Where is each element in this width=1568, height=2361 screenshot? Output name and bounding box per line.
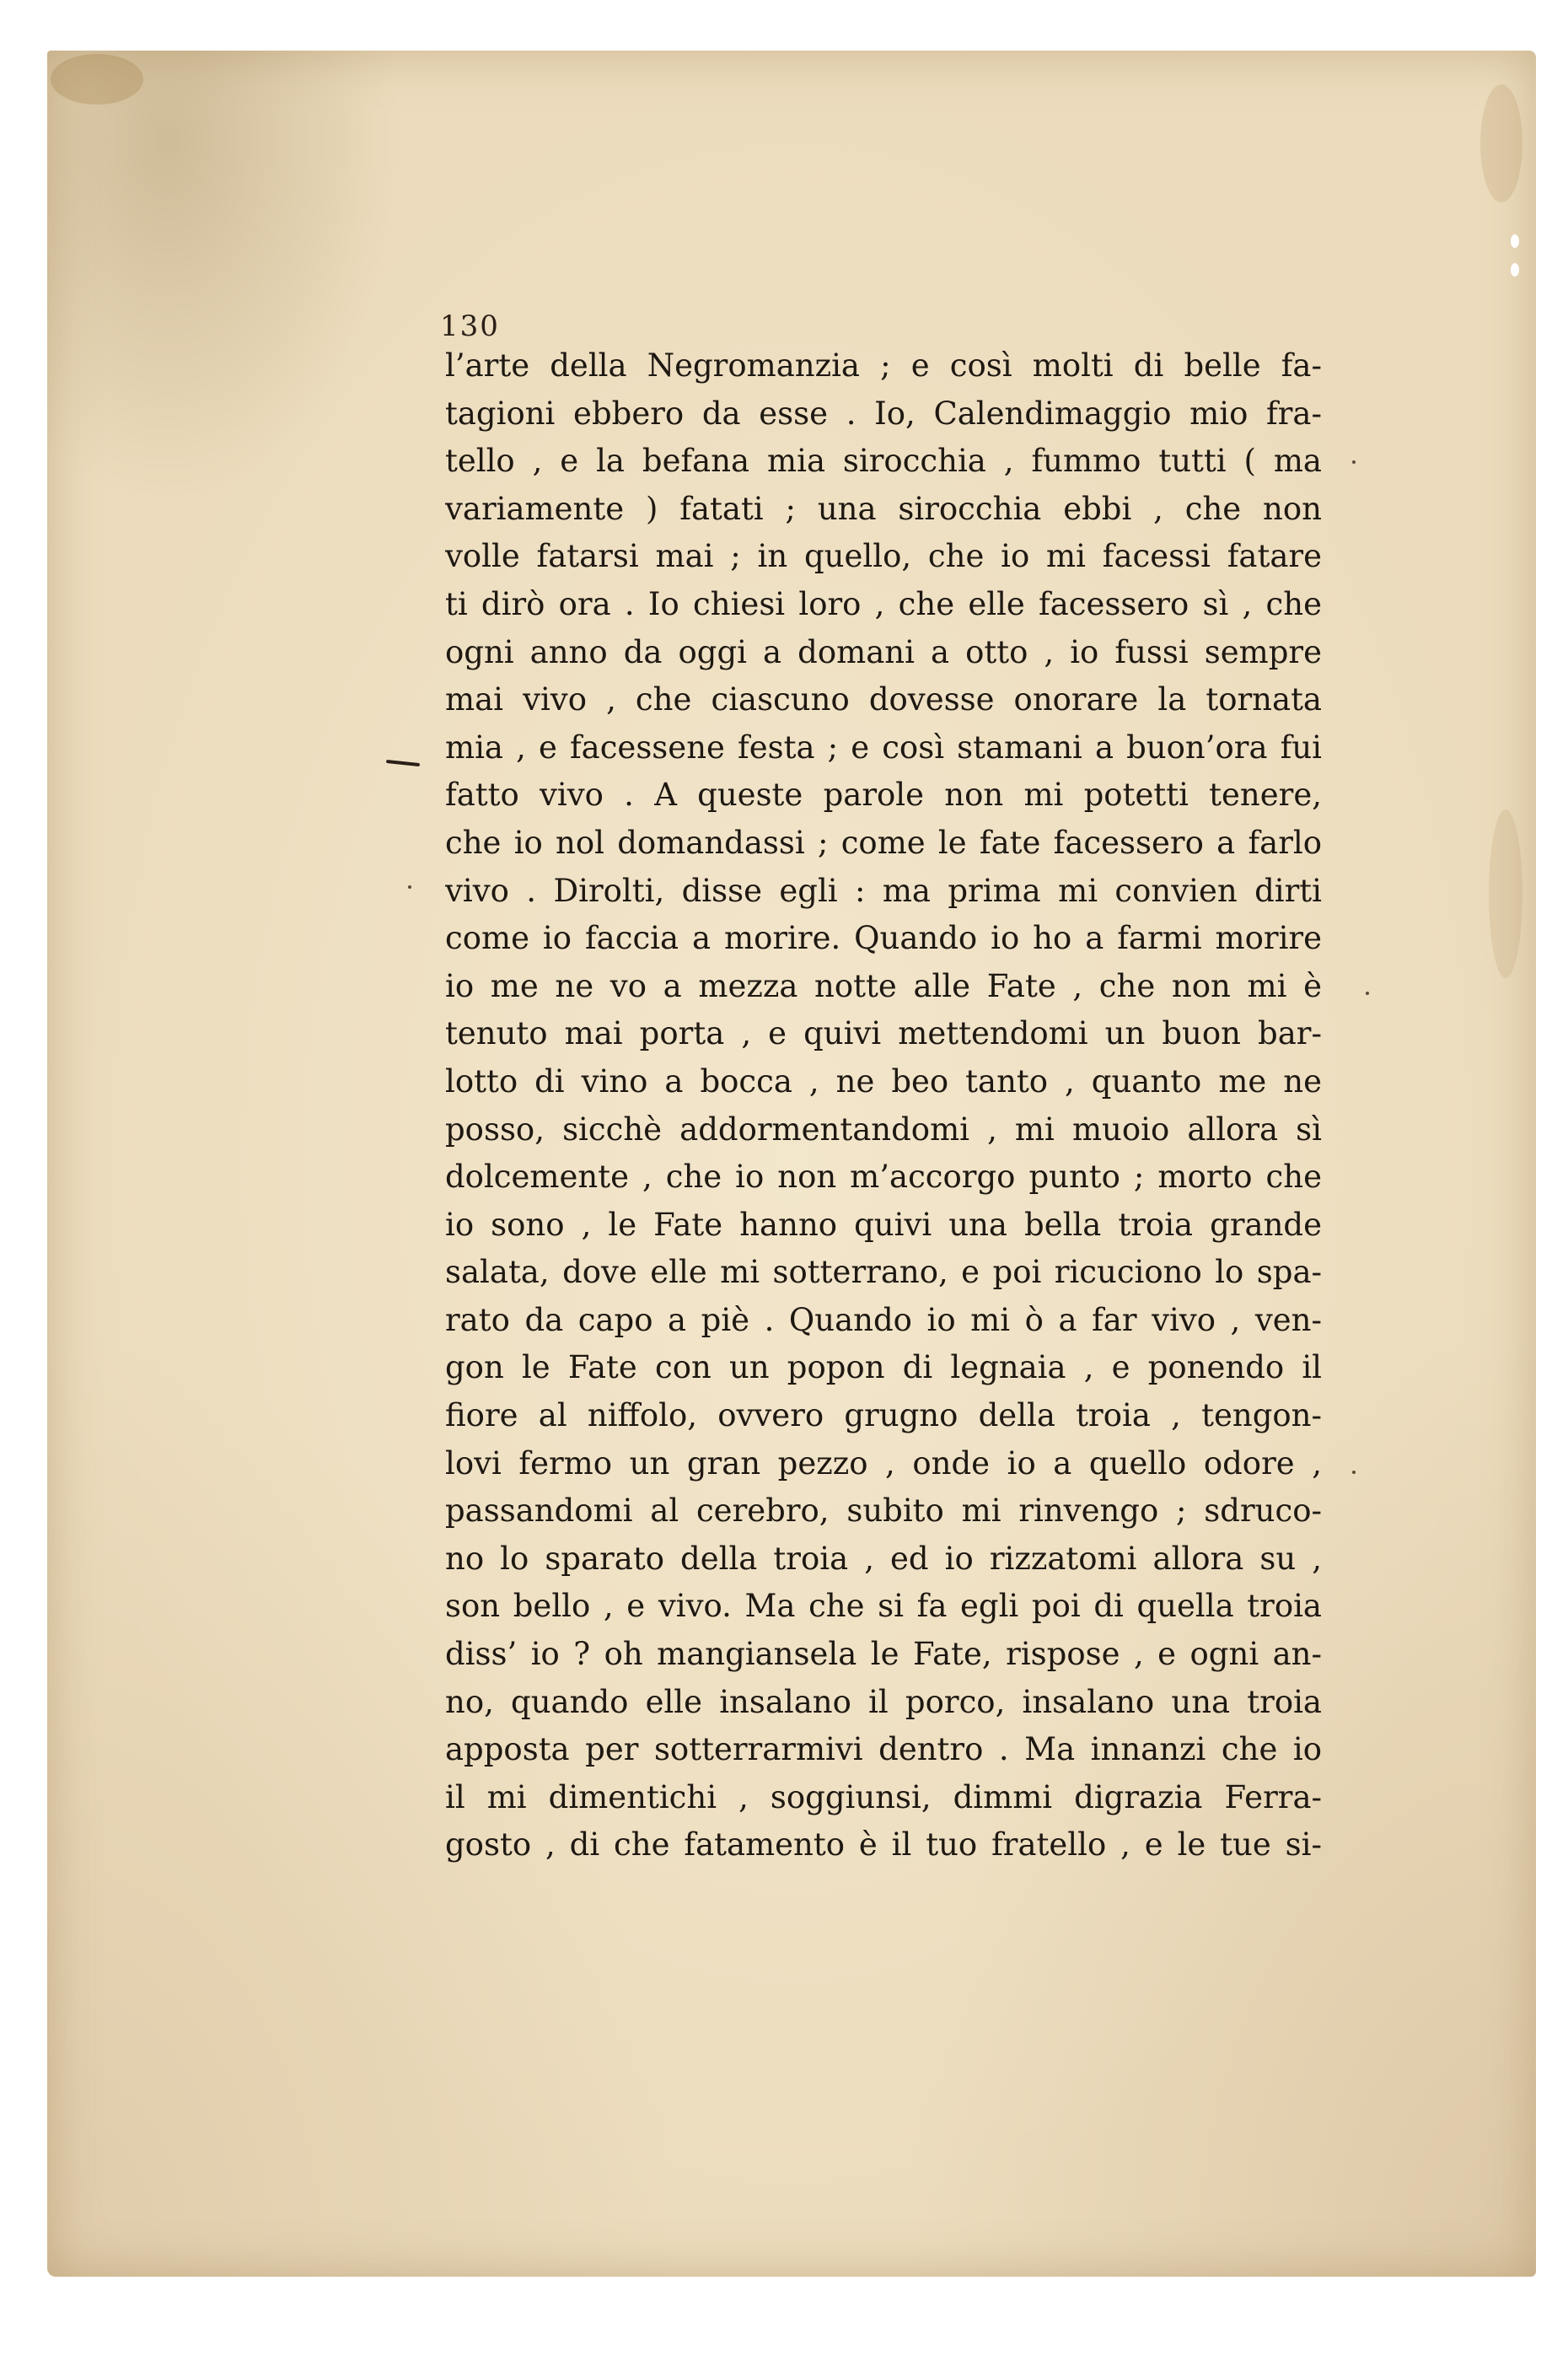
- text-line: l’arte della Negromanzia ; e così molti di belle fa-: [445, 347, 1322, 384]
- text-line: volle fatarsi mai ; in quello, che io mi facessi fatare: [445, 538, 1322, 575]
- text-line: passandomi al cerebro, subito mi rinvengo ; sdruco-: [445, 1492, 1322, 1530]
- text-line: apposta per sotterrarmivi dentro . Ma innanzi che io: [445, 1731, 1322, 1768]
- text-line: posso, sicchè addormentandomi , mi muoio allora sì: [445, 1111, 1322, 1148]
- text-line: mai vivo , che ciascuno dovesse onorare la tornata: [445, 681, 1322, 718]
- text-line: che io nol domandassi ; come le fate facessero a farlo: [445, 824, 1322, 861]
- text-line: salata, dove elle mi sotterrano, e poi ricuciono lo spa-: [445, 1254, 1322, 1291]
- page-number: 130: [440, 309, 500, 343]
- text-line: ogni anno da oggi a domani a otto , io fussi sempre: [445, 633, 1322, 670]
- stain-right-middle: [1489, 809, 1522, 978]
- text-line: diss’ io ? oh mangiansela le Fate, rispose , e ogni an-: [445, 1636, 1322, 1673]
- text-line: il mi dimentichi , soggiunsi, dimmi digrazia Ferra-: [445, 1778, 1322, 1815]
- text-line: tello , e la befana mia sirocchia , fummo tutti ( ma: [445, 443, 1322, 480]
- binding-hole: [1511, 234, 1519, 248]
- text-line: tagioni ebbero da esse . Io, Calendimaggio mio fra-: [445, 395, 1322, 432]
- text-line: gosto , di che fatamento è il tuo fratello , e le tue si-: [445, 1826, 1322, 1864]
- ink-speck: [1352, 460, 1356, 464]
- stain-top-left: [51, 54, 143, 105]
- text-line: no lo sparato della troia , ed io rizzatomi allora su ,: [445, 1540, 1322, 1577]
- text-line: io me ne vo a mezza notte alle Fate , che non mi è: [445, 967, 1322, 1004]
- text-line: rato da capo a piè . Quando io mi ò a far vivo , ven-: [445, 1301, 1322, 1338]
- text-line: tenuto mai porta , e quivi mettendomi un buon bar-: [445, 1015, 1322, 1052]
- text-line: lovi fermo un gran pezzo , onde io a quello odore ,: [445, 1444, 1322, 1482]
- text-line: variamente ) fatati ; una sirocchia ebbi , che non: [445, 490, 1322, 527]
- stain-right-edge: [1480, 84, 1522, 202]
- ink-speck: [408, 885, 411, 889]
- ink-speck: [1352, 1471, 1356, 1474]
- text-line: io sono , le Fate hanno quivi una bella troia grande: [445, 1206, 1322, 1243]
- text-line: mia , e facessene festa ; e così stamani a buon’ora fui: [445, 729, 1322, 766]
- text-line: ti dirò ora . Io chiesi loro , che elle facessero sì , che: [445, 585, 1322, 622]
- ink-speck: [1366, 992, 1369, 995]
- text-line: vivo . Dirolti, disse egli : ma prima mi convien dirti: [445, 872, 1322, 909]
- text-line: dolcemente , che io non m’accorgo punto ; morto che: [445, 1159, 1322, 1196]
- text-line: come io faccia a morire. Quando io ho a farmi morire: [445, 920, 1322, 957]
- text-block: [440, 309, 1322, 1869]
- text-line: fatto vivo . A queste parole non mi potetti tenere,: [445, 777, 1322, 814]
- text-line: fiore al niffolo, ovvero grugno della troia , tengon-: [445, 1397, 1322, 1434]
- text-line: son bello , e vivo. Ma che si fa egli poi di quella troia: [445, 1588, 1322, 1625]
- text-line: gon le Fate con un popon di legnaia , e ponendo il: [445, 1349, 1322, 1386]
- text-line: no, quando elle insalano il porco, insalano una troia: [445, 1683, 1322, 1720]
- text-line: lotto di vino a bocca , ne beo tanto , quanto me ne: [445, 1062, 1322, 1100]
- binding-hole: [1511, 263, 1519, 277]
